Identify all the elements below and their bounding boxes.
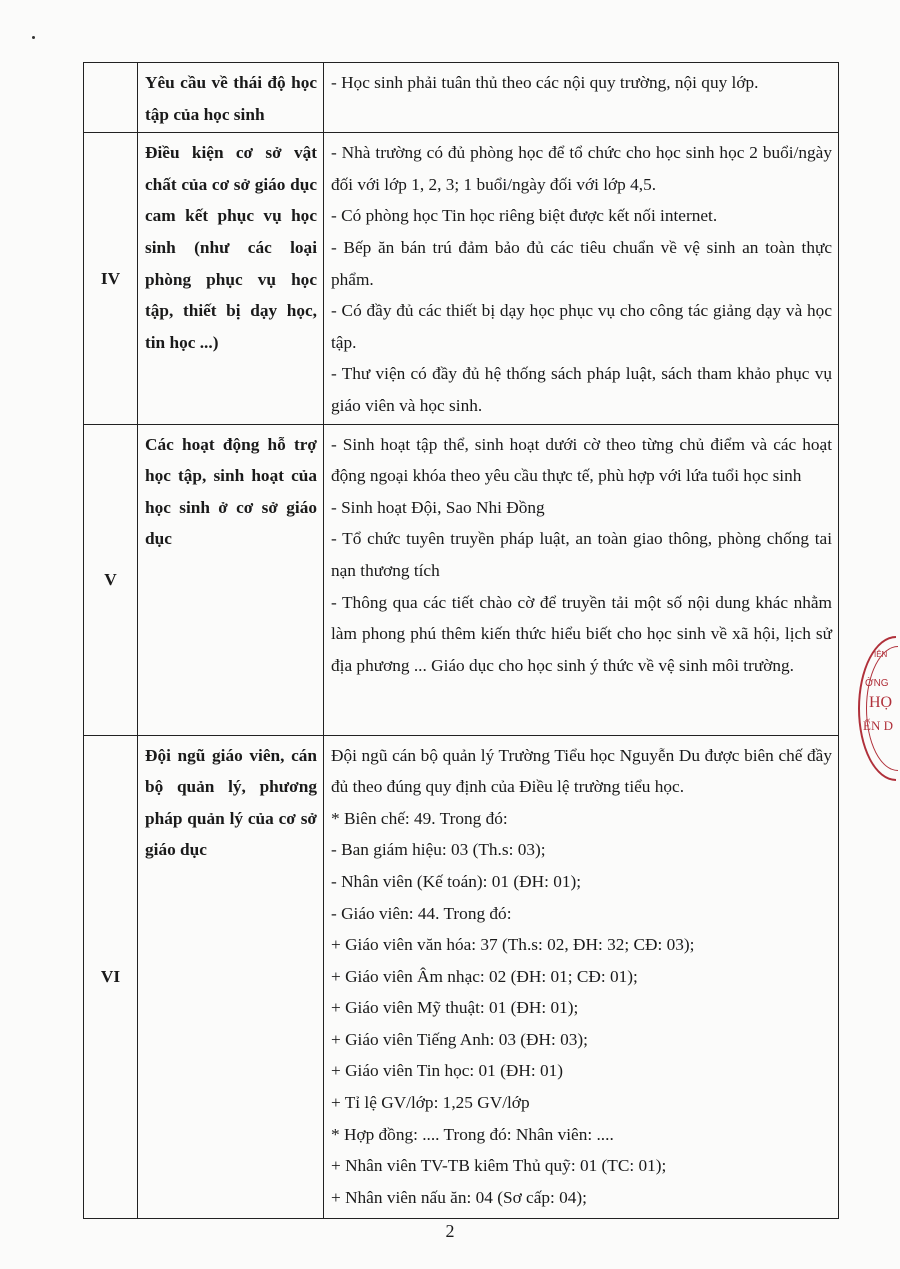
table-row bbox=[84, 63, 839, 133]
row-heading: Yêu cầu về thái độ học tập của học sinh bbox=[138, 63, 324, 133]
content-item: - Thông qua các tiết chào cờ để truyền tải một số nội dung khác nhằm làm phong phú thêm kiến thức hiểu biết cho học sinh về xã hội, lịch sử địa phương ... Giáo dục cho học sinh ý thức về vệ sinh môi trường. bbox=[331, 592, 832, 675]
content-item: + Giáo viên Âm nhạc: 02 (ĐH: 01; CĐ: 01); bbox=[331, 966, 638, 986]
scan-speck bbox=[32, 36, 35, 39]
row-heading: Các hoạt động hỗ trợ học tập, sinh hoạt của học sinh ở cơ sở giáo dục bbox=[138, 424, 324, 735]
stamp-text: ỜNG bbox=[865, 678, 889, 689]
row-content bbox=[324, 424, 839, 735]
content-item: * Hợp đồng: .... Trong đó: Nhân viên: .... bbox=[331, 1124, 614, 1144]
content-item: - Nhà trường có đủ phòng học để tổ chức cho học sinh học 2 buổi/ngày đối với lớp 1, 2, 3; 1 buổi/ngày đối với lớp 4,5. bbox=[331, 143, 832, 194]
content-item: + Giáo viên Tiếng Anh: 03 (ĐH: 03); bbox=[331, 1029, 588, 1049]
row-number: IV bbox=[84, 133, 138, 424]
content-item: + Nhân viên TV-TB kiêm Thủ quỹ: 01 (TC: 01); bbox=[331, 1156, 667, 1176]
row-number bbox=[84, 63, 138, 133]
row-heading: Đội ngũ giáo viên, cán bộ quản lý, phương pháp quản lý của cơ sở giáo dục bbox=[138, 735, 324, 1218]
row-number: V bbox=[84, 424, 138, 735]
content-item: - Học sinh phải tuân thủ theo các nội quy trường, nội quy lớp. bbox=[331, 73, 759, 92]
content-item: - Sinh hoạt tập thể, sinh hoạt dưới cờ theo từng chủ điểm và các hoạt động ngoại khóa theo yêu cầu thực tế, phù hợp với lứa tuổi học sinh bbox=[331, 434, 832, 486]
content-item: - Ban giám hiệu: 03 (Th.s: 03); bbox=[331, 840, 546, 860]
content-item: + Giáo viên Tin học: 01 (ĐH: 01) bbox=[331, 1061, 563, 1081]
table-row bbox=[84, 133, 839, 424]
row-content bbox=[324, 133, 839, 424]
content-item: + Giáo viên Mỹ thuật: 01 (ĐH: 01); bbox=[331, 998, 579, 1018]
content-item: + Tỉ lệ GV/lớp: 1,25 GV/lớp bbox=[331, 1093, 530, 1113]
content-item: - Thư viện có đầy đủ hệ thống sách pháp luật, sách tham khảo phục vụ giáo viên và học sinh. bbox=[331, 364, 832, 415]
content-item: - Có phòng học Tin học riêng biệt được kết nối internet. bbox=[331, 206, 718, 226]
info-table bbox=[83, 62, 839, 1219]
row-content bbox=[324, 63, 839, 133]
content-item: * Biên chế: 49. Trong đó: bbox=[331, 808, 508, 828]
table-row bbox=[84, 735, 839, 1218]
content-item: + Giáo viên văn hóa: 37 (Th.s: 02, ĐH: 32; CĐ: 03); bbox=[331, 935, 695, 955]
table-row bbox=[84, 424, 839, 735]
content-item: - Nhân viên (Kế toán): 01 (ĐH: 01); bbox=[331, 871, 582, 891]
row-heading: Điều kiện cơ sở vật chất của cơ sở giáo dục cam kết phục vụ học sinh (như các loại phòng phục vụ học tập, thiết bị dạy học, tin học ...) bbox=[138, 133, 324, 424]
content-item: - Tổ chức tuyên truyền pháp luật, an toàn giao thông, phòng chống tai nạn thương tích bbox=[331, 529, 832, 580]
content-item: + Nhân viên nấu ăn: 04 (Sơ cấp: 04); bbox=[331, 1187, 587, 1207]
stamp-text: IÊN bbox=[874, 650, 888, 659]
official-stamp bbox=[858, 636, 896, 781]
row-content bbox=[324, 735, 839, 1218]
content-item: - Sinh hoạt Đội, Sao Nhi Đồng bbox=[331, 497, 545, 517]
content-item: - Giáo viên: 44. Trong đó: bbox=[331, 903, 512, 923]
stamp-text: HỌ bbox=[869, 694, 893, 711]
row-number: VI bbox=[84, 735, 138, 1218]
content-item: Đội ngũ cán bộ quản lý Trường Tiểu học Nguyễn Du được biên chế đầy đủ theo đúng quy định của Điều lệ trường tiểu học. bbox=[331, 745, 832, 797]
content-item: - Có đầy đủ các thiết bị dạy học phục vụ cho công tác giảng dạy và học tập. bbox=[331, 301, 832, 352]
stamp-text: ẾN D bbox=[863, 718, 893, 733]
page-number: 2 bbox=[445, 1221, 455, 1241]
content-item: - Bếp ăn bán trú đảm bảo đủ các tiêu chuẩn về vệ sinh an toàn thực phẩm. bbox=[331, 237, 832, 289]
